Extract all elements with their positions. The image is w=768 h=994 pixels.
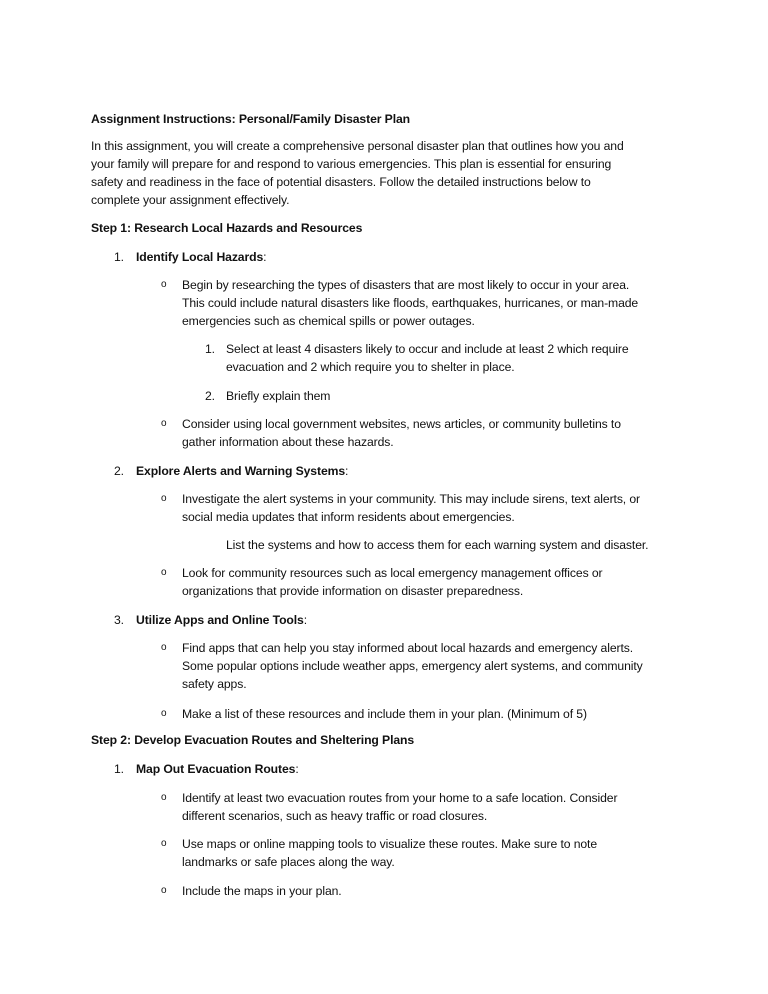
bullet-icon: o — [161, 885, 167, 896]
list-item-heading — [136, 760, 299, 778]
bullet-icon: o — [161, 792, 167, 803]
bullet-line: different scenarios, such as heavy traffic or road closures. — [182, 809, 488, 823]
bullet-icon: o — [161, 279, 167, 290]
bullet-line: Some popular options include weather apps, emergency alert systems, and community — [182, 659, 643, 673]
document-title: Assignment Instructions: Personal/Family Disaster Plan — [91, 112, 411, 126]
sub-list-number: 1. — [205, 342, 215, 356]
sub-list-line: Select at least 4 disasters likely to occur and include at least 2 which require — [226, 342, 629, 356]
bullet-line: Investigate the alert systems in your community. This may include sirens, text alerts, or — [182, 492, 641, 506]
step1-heading: Step 1: Research Local Hazards and Resources — [91, 221, 363, 235]
colon: : — [295, 762, 299, 776]
intro-line: complete your assignment effectively. — [91, 193, 290, 207]
bullet-line: gather information about these hazards. — [182, 435, 394, 449]
bullet-line: Consider using local government websites, news articles, or community bulletins to — [182, 417, 621, 431]
bullet-icon: o — [161, 567, 167, 578]
item-label: Identify Local Hazards — [136, 250, 264, 264]
item-label: Utilize Apps and Online Tools — [136, 613, 304, 627]
bullet-line: emergencies such as chemical spills or power outages. — [182, 314, 475, 328]
colon: : — [263, 250, 267, 264]
bullet-line: Use maps or online mapping tools to visualize these routes. Make sure to note — [182, 837, 598, 851]
intro-line: In this assignment, you will create a comprehensive personal disaster plan that outlines how you and — [91, 139, 624, 153]
intro-line: safety and readiness in the face of potential disasters. Follow the detailed instructions below to — [91, 175, 591, 189]
list-number: 1. — [114, 250, 124, 264]
sub-list-number: 2. — [205, 389, 215, 403]
bullet-line: Begin by researching the types of disasters that are most likely to occur in your area. — [182, 278, 630, 292]
list-item-heading — [136, 248, 266, 266]
colon: : — [345, 464, 349, 478]
note-line: List the systems and how to access them for each warning system and disaster. — [226, 538, 649, 552]
bullet-icon: o — [161, 642, 167, 653]
step2-heading: Step 2: Develop Evacuation Routes and Sheltering Plans — [91, 733, 415, 747]
list-item-heading — [136, 462, 348, 480]
list-item-heading — [136, 611, 307, 629]
bullet-line: landmarks or safe places along the way. — [182, 855, 395, 869]
item-label: Map Out Evacuation Routes — [136, 762, 296, 776]
bullet-icon: o — [161, 493, 167, 504]
bullet-line: Make a list of these resources and include them in your plan. (Minimum of 5) — [182, 707, 587, 721]
bullet-icon: o — [161, 838, 167, 849]
bullet-line: safety apps. — [182, 677, 247, 691]
list-number: 1. — [114, 762, 124, 776]
bullet-line: Identify at least two evacuation routes from your home to a safe location. Consider — [182, 791, 618, 805]
bullet-line: social media updates that inform residents about emergencies. — [182, 510, 515, 524]
sub-list-line: Briefly explain them — [226, 389, 331, 403]
bullet-line: This could include natural disasters like floods, earthquakes, hurricanes, or man-made — [182, 296, 639, 310]
bullet-line: Include the maps in your plan. — [182, 884, 342, 898]
list-number: 3. — [114, 613, 124, 627]
bullet-line: organizations that provide information on disaster preparedness. — [182, 584, 524, 598]
colon: : — [303, 613, 308, 627]
bullet-line: Find apps that can help you stay informed about local hazards and emergency alerts. — [182, 641, 634, 655]
intro-line: your family will prepare for and respond to various emergencies. This plan is essential for ensuring — [91, 157, 612, 171]
list-number: 2. — [114, 464, 124, 478]
item-label: Explore Alerts and Warning Systems — [136, 464, 346, 478]
bullet-icon: o — [161, 708, 167, 719]
bullet-icon: o — [161, 418, 167, 429]
bullet-line: Look for community resources such as local emergency management offices or — [182, 566, 603, 580]
sub-list-line: evacuation and 2 which require you to shelter in place. — [226, 360, 515, 374]
